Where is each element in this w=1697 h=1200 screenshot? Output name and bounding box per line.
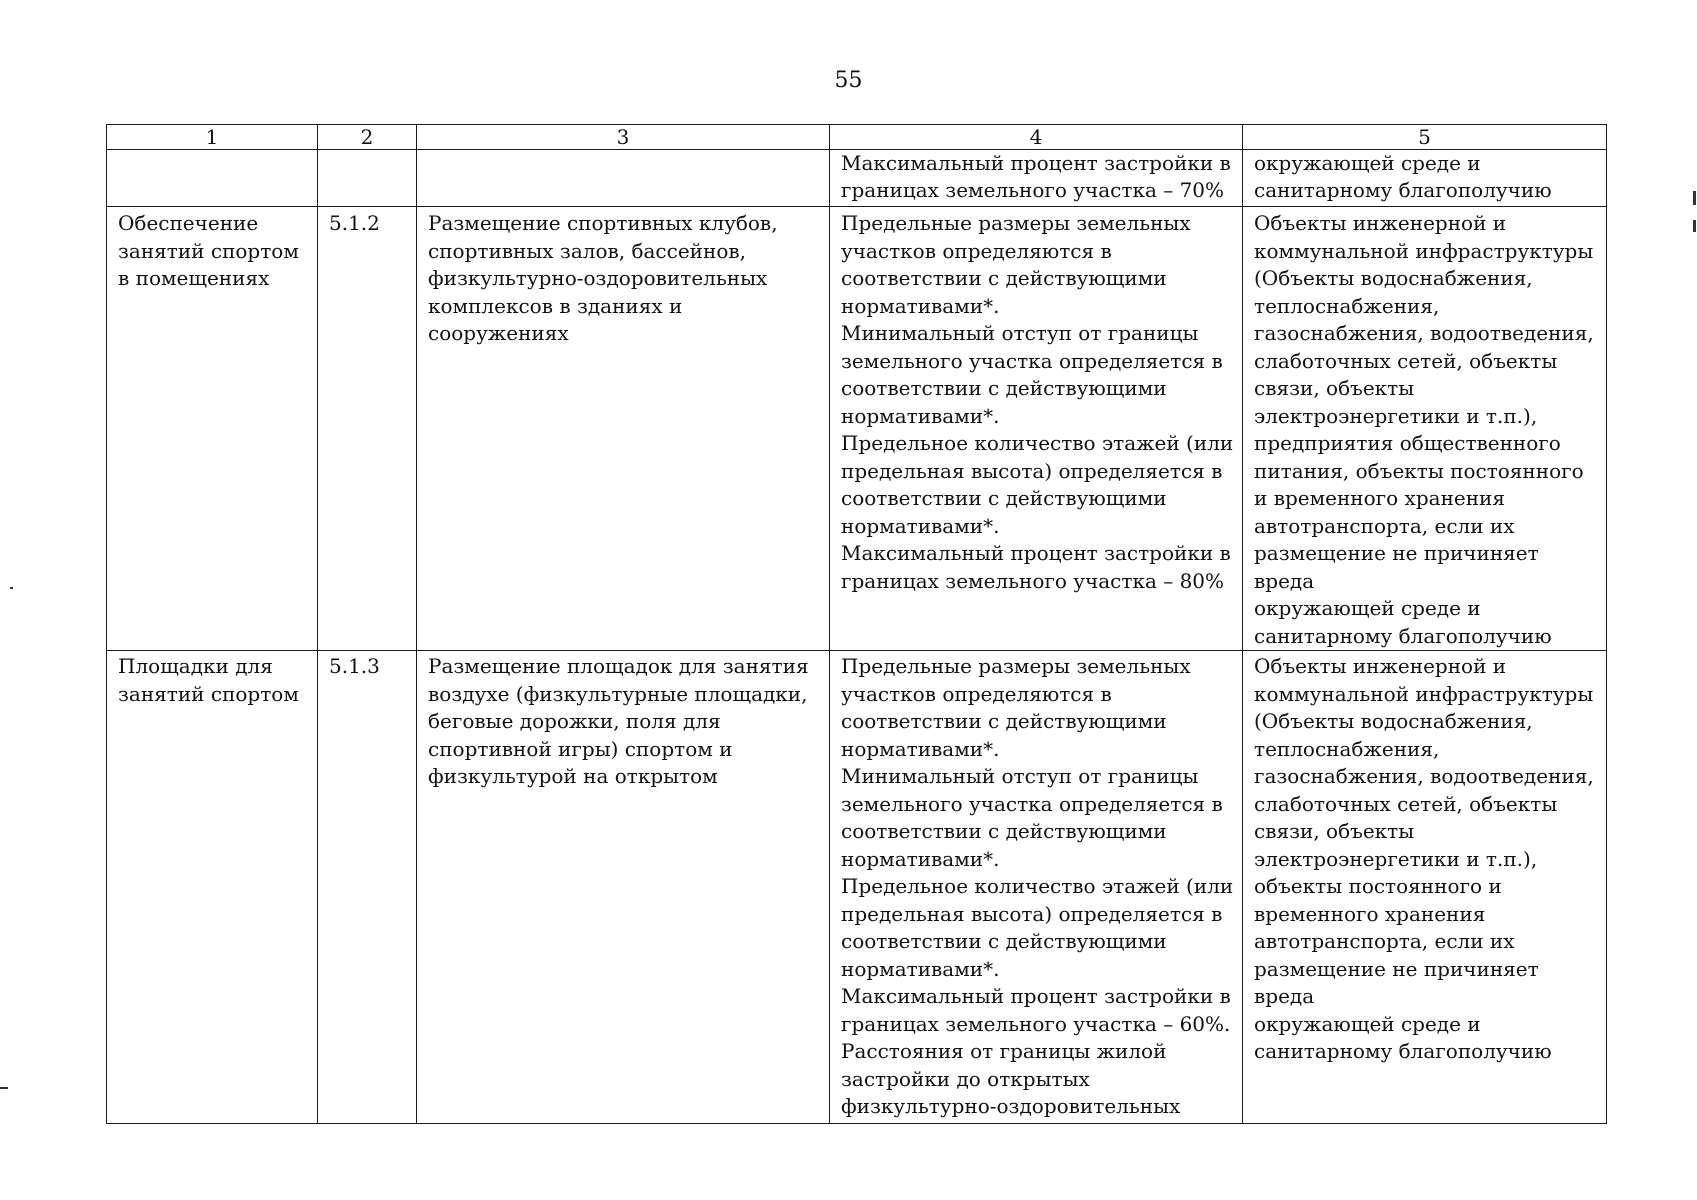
header-cell-5: 5 (1243, 125, 1607, 150)
use-type-description: Размещение спортивных клубов, спортивных залов, бассейнов, физкультурно-оздоровительных комплексов в зданиях и сооружениях (417, 207, 830, 651)
use-type-permitted: Объекты инженерной и коммунальной инфраструктуры (Объекты водоснабжения, теплоснабжения, газоснабжения, водоотведения, слаботочных сетей, объекты связи, объекты электроэнергетики и т.п.), объекты постоянного и временного хранения автотранспорта, если их размещение не причиняет вреда окружающей среде и санитарному благополучию (1243, 651, 1607, 1124)
scan-mark (1693, 220, 1696, 232)
page-number: 55 (834, 68, 863, 93)
header-cell-1: 1 (107, 125, 318, 150)
table-row (107, 207, 1607, 651)
scan-mark (1693, 191, 1696, 205)
scan-mark (10, 587, 13, 589)
continuation-cell-1 (107, 150, 318, 207)
continuation-cell-3 (417, 150, 830, 207)
use-type-name: Обеспечение занятий спортом в помещениях (107, 207, 318, 651)
continuation-parameters: Максимальный процент застройки в границах земельного участка – 70% (830, 150, 1243, 207)
use-type-description: Размещение площадок для занятия воздухе (физкультурные площадки, беговые дорожки, поля для спортивной игры) спортом и физкультурой на открытом (417, 651, 830, 1124)
use-type-parameters: Предельные размеры земельных участков определяются в соответствии с действующими нормативами*. Минимальный отступ от границы земельного участка определяется в соответствии с действующими нормативами*. Предельное количество этажей (или предельная высота) определяется в соответствии с действующими нормативами*. Максимальный процент застройки в границах земельного участка – 80% (830, 207, 1243, 651)
use-type-code: 5.1.3 (318, 651, 417, 1124)
use-type-name: Площадки для занятий спортом (107, 651, 318, 1124)
use-type-permitted: Объекты инженерной и коммунальной инфраструктуры (Объекты водоснабжения, теплоснабжения, газоснабжения, водоотведения, слаботочных сетей, объекты связи, объекты электроэнергетики и т.п.), предприятия общественного питания, объекты постоянного и временного хранения автотранспорта, если их размещение не причиняет вреда окружающей среде и санитарному благополучию (1243, 207, 1607, 651)
header-cell-4: 4 (830, 125, 1243, 150)
header-cell-2: 2 (318, 125, 417, 150)
zoning-regulations-table (106, 124, 1607, 1124)
scan-mark (0, 1087, 8, 1089)
use-type-code: 5.1.2 (318, 207, 417, 651)
continuation-cell-2 (318, 150, 417, 207)
continuation-row (107, 150, 1607, 207)
table-row (107, 651, 1607, 1124)
table-header-row (107, 125, 1607, 150)
use-type-parameters: Предельные размеры земельных участков определяются в соответствии с действующими нормативами*. Минимальный отступ от границы земельного участка определяется в соответствии с действующими нормативами*. Предельное количество этажей (или предельная высота) определяется в соответствии с действующими нормативами*. Максимальный процент застройки в границах земельного участка – 60%. Расстояния от границы жилой застройки до открытых физкультурно-оздоровительных (830, 651, 1243, 1124)
continuation-permitted: окружающей среде и санитарному благополучию (1243, 150, 1607, 207)
header-cell-3: 3 (417, 125, 830, 150)
